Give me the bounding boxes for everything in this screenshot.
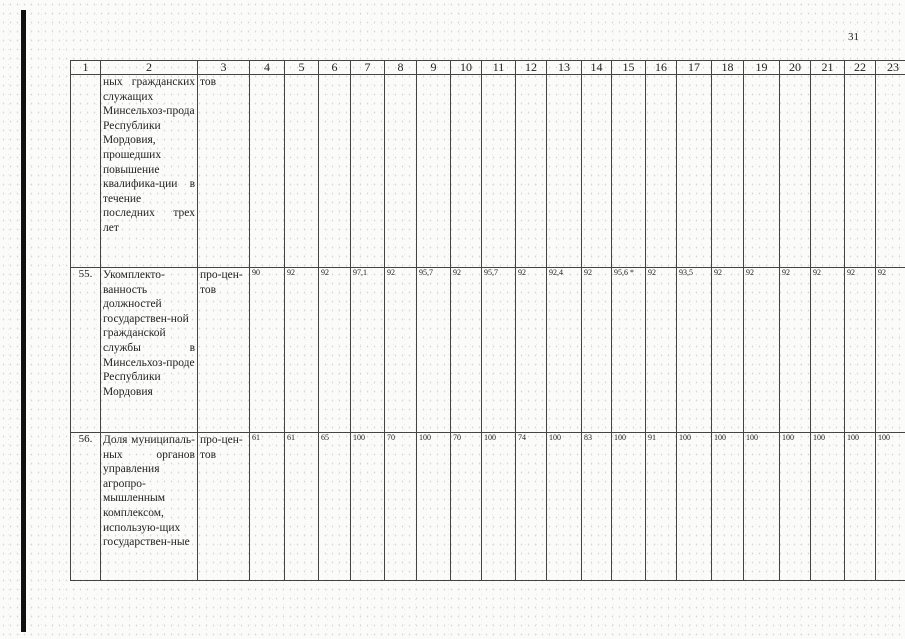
value-cell bbox=[250, 75, 285, 268]
value-cell bbox=[547, 75, 582, 268]
column-header: 17 bbox=[677, 61, 712, 75]
column-header: 22 bbox=[845, 61, 876, 75]
value-cell: 61 bbox=[250, 433, 285, 581]
column-header: 18 bbox=[712, 61, 744, 75]
column-header: 9 bbox=[417, 61, 451, 75]
value-cell: 92 bbox=[744, 268, 780, 433]
value-cell bbox=[482, 75, 516, 268]
value-cell bbox=[451, 75, 482, 268]
value-cell: 92 bbox=[845, 268, 876, 433]
value-cell: 92 bbox=[811, 268, 845, 433]
value-cell bbox=[744, 75, 780, 268]
column-header: 2 bbox=[101, 61, 198, 75]
value-cell: 92 bbox=[712, 268, 744, 433]
value-cell: 90 bbox=[250, 268, 285, 433]
value-cell: 92 bbox=[780, 268, 811, 433]
column-header: 15 bbox=[612, 61, 646, 75]
value-cell bbox=[612, 75, 646, 268]
table-row bbox=[71, 433, 905, 581]
value-cell: 92 bbox=[285, 268, 319, 433]
value-cell bbox=[582, 75, 612, 268]
column-header: 23 bbox=[876, 61, 905, 75]
column-header: 10 bbox=[451, 61, 482, 75]
column-header: 3 bbox=[198, 61, 250, 75]
value-cell: 65 bbox=[319, 433, 351, 581]
table-row bbox=[71, 75, 905, 268]
value-cell: 100 bbox=[876, 433, 905, 581]
column-header: 20 bbox=[780, 61, 811, 75]
table-body bbox=[71, 75, 905, 581]
value-cell: 61 bbox=[285, 433, 319, 581]
value-cell: 95,7 bbox=[482, 268, 516, 433]
value-cell: 92 bbox=[385, 268, 417, 433]
column-header: 8 bbox=[385, 61, 417, 75]
value-cell: 92 bbox=[516, 268, 547, 433]
value-cell: 93,5 bbox=[677, 268, 712, 433]
value-cell: 95,6 * bbox=[612, 268, 646, 433]
binding-bar bbox=[21, 10, 26, 632]
value-cell: 100 bbox=[744, 433, 780, 581]
column-header: 6 bbox=[319, 61, 351, 75]
value-cell: 100 bbox=[712, 433, 744, 581]
column-header: 7 bbox=[351, 61, 385, 75]
column-header: 21 bbox=[811, 61, 845, 75]
value-cell: 100 bbox=[351, 433, 385, 581]
indicator-name-cell: Доля муниципаль-ных органов управления агропро-мышленным комплексом, использую-щих государствен-ные bbox=[101, 433, 198, 581]
value-cell: 70 bbox=[451, 433, 482, 581]
column-header: 14 bbox=[582, 61, 612, 75]
column-header: 1 bbox=[71, 61, 101, 75]
value-cell: 100 bbox=[845, 433, 876, 581]
column-header: 4 bbox=[250, 61, 285, 75]
row-number-cell: 56. bbox=[71, 433, 101, 581]
value-cell: 100 bbox=[547, 433, 582, 581]
value-cell bbox=[351, 75, 385, 268]
value-cell bbox=[285, 75, 319, 268]
indicator-name-cell: Укомплекто-ванность должностей государствен-ной гражданской службы в Минсельхоз-проде Республики Мордовия bbox=[101, 268, 198, 433]
page-number: 31 bbox=[848, 31, 859, 43]
column-header: 11 bbox=[482, 61, 516, 75]
value-cell: 92 bbox=[319, 268, 351, 433]
value-cell: 83 bbox=[582, 433, 612, 581]
indicator-name-cell: ных гражданских служащих Минсельхоз-прода Республики Мордовия, прошедших повышение квалифика-ции в течение последних трех лет bbox=[101, 75, 198, 268]
value-cell: 92,4 bbox=[547, 268, 582, 433]
value-cell: 100 bbox=[417, 433, 451, 581]
value-cell: 91 bbox=[646, 433, 677, 581]
unit-cell: тов bbox=[198, 75, 250, 268]
value-cell bbox=[712, 75, 744, 268]
unit-cell: про-цен-тов bbox=[198, 433, 250, 581]
column-header: 13 bbox=[547, 61, 582, 75]
value-cell bbox=[646, 75, 677, 268]
value-cell: 97,1 bbox=[351, 268, 385, 433]
column-header: 16 bbox=[646, 61, 677, 75]
table-row bbox=[71, 268, 905, 433]
row-number-cell bbox=[71, 75, 101, 268]
value-cell bbox=[319, 75, 351, 268]
value-cell: 100 bbox=[612, 433, 646, 581]
value-cell: 92 bbox=[646, 268, 677, 433]
value-cell bbox=[811, 75, 845, 268]
row-number-cell: 55. bbox=[71, 268, 101, 433]
value-cell: 74 bbox=[516, 433, 547, 581]
value-cell bbox=[845, 75, 876, 268]
value-cell: 100 bbox=[677, 433, 712, 581]
header-row bbox=[71, 61, 905, 75]
value-cell bbox=[876, 75, 905, 268]
value-cell bbox=[516, 75, 547, 268]
value-cell bbox=[677, 75, 712, 268]
column-header: 12 bbox=[516, 61, 547, 75]
value-cell: 100 bbox=[811, 433, 845, 581]
value-cell: 92 bbox=[582, 268, 612, 433]
value-cell: 70 bbox=[385, 433, 417, 581]
indicator-table bbox=[70, 60, 905, 581]
unit-cell: про-цен-тов bbox=[198, 268, 250, 433]
value-cell: 100 bbox=[482, 433, 516, 581]
value-cell bbox=[780, 75, 811, 268]
value-cell bbox=[385, 75, 417, 268]
value-cell bbox=[417, 75, 451, 268]
value-cell: 92 bbox=[876, 268, 905, 433]
column-header: 19 bbox=[744, 61, 780, 75]
value-cell: 92 bbox=[451, 268, 482, 433]
value-cell: 100 bbox=[780, 433, 811, 581]
column-header: 5 bbox=[285, 61, 319, 75]
value-cell: 95,7 bbox=[417, 268, 451, 433]
